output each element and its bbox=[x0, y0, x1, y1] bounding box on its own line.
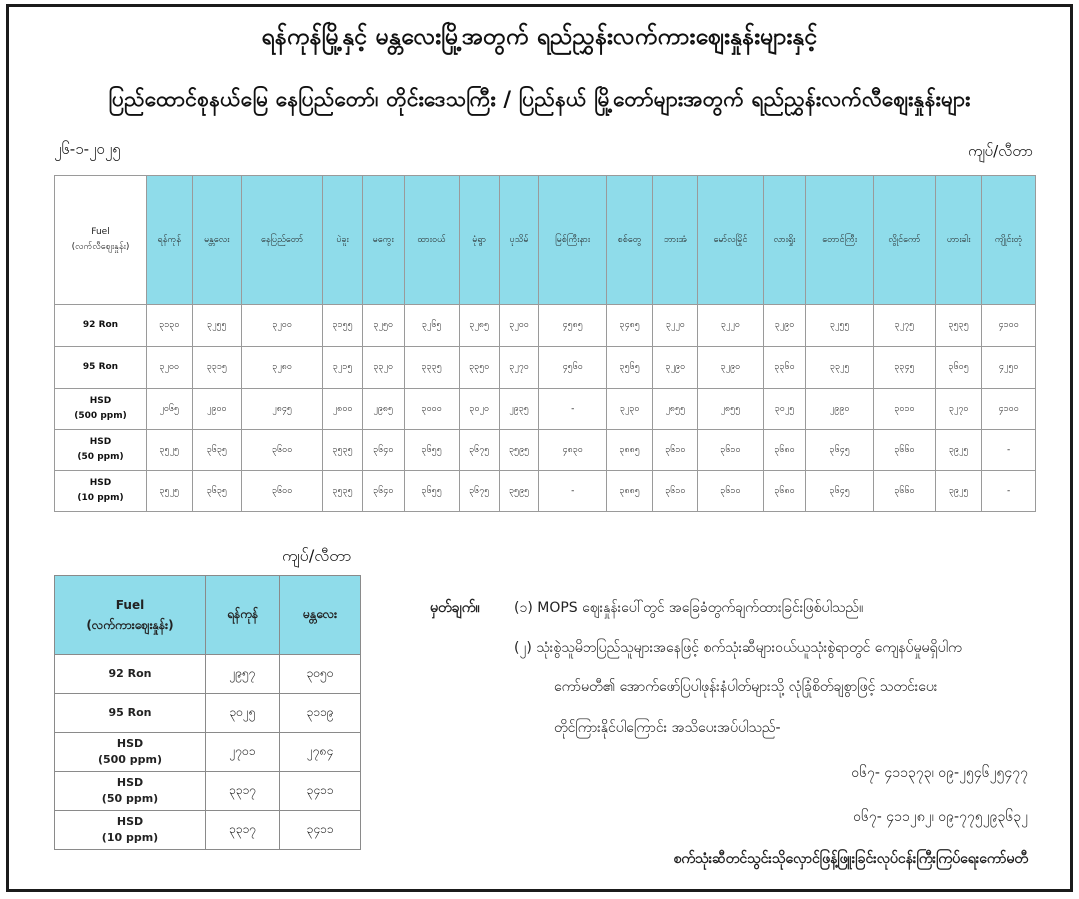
price-cell: - bbox=[539, 389, 606, 430]
price-cell: ၃၆၁၀ bbox=[698, 471, 763, 512]
date: ၂၆-၁-၂၀၂၅ bbox=[54, 140, 121, 158]
price-cell: ၃၂၅၅ bbox=[192, 305, 242, 347]
retail-fuel-header-sub: (လက်လီဈေးနှုန်း) bbox=[71, 242, 130, 252]
city-header: ဘားအံ bbox=[653, 176, 698, 305]
price-cell: ၃၂၀၀ bbox=[242, 305, 323, 347]
wholesale-row bbox=[55, 772, 361, 811]
price-cell: ၃၃၄၅ bbox=[873, 347, 935, 389]
city-header: မကွေး bbox=[363, 176, 404, 305]
price-cell: ၃၆၃၅ bbox=[192, 430, 242, 471]
city-header: မော်လမြိုင် bbox=[698, 176, 763, 305]
fuel-type-label: HSD bbox=[89, 478, 112, 488]
fuel-type-sublabel: (10 ppm) bbox=[77, 493, 124, 503]
city-header: မန္တလေး bbox=[280, 576, 361, 655]
price-cell: ၃၃၃၅ bbox=[404, 347, 459, 389]
price-cell: ၃၀၂၀ bbox=[459, 389, 499, 430]
price-cell: ၃၆၀၀ bbox=[242, 471, 323, 512]
price-cell: ၂၉၈၅ bbox=[363, 389, 404, 430]
fuel-type-cell bbox=[55, 772, 206, 811]
price-cell: ၃၆၅၅ bbox=[404, 430, 459, 471]
phone-numbers-1: ၀၆၇- ၄၁၁၃၇၃၊ ၀၉-၂၅၄၆၂၅၄၇၇ bbox=[851, 765, 1028, 781]
price-cell: ၃၆၁၀ bbox=[653, 471, 698, 512]
city-header: တောင်ကြီး bbox=[806, 176, 873, 305]
fuel-type-cell bbox=[55, 811, 206, 850]
price-cell: ၃၆၈၀ bbox=[763, 430, 806, 471]
fuel-type-sublabel: (10 ppm) bbox=[101, 831, 159, 844]
price-cell: ၃၅၉၅ bbox=[499, 430, 539, 471]
wholesale-row bbox=[55, 733, 361, 772]
price-cell: ၄၅၈၅ bbox=[539, 305, 606, 347]
price-cell: ၃၂၀၀ bbox=[499, 305, 539, 347]
price-cell: ၃၅၂၅ bbox=[147, 430, 193, 471]
wholesale-fuel-header bbox=[55, 576, 206, 655]
city-header: မန္တလေး bbox=[192, 176, 242, 305]
fuel-type-cell bbox=[55, 694, 206, 733]
fuel-type-label: HSD bbox=[89, 437, 112, 447]
price-cell: ၃၆၆၀ bbox=[873, 471, 935, 512]
fuel-type-cell bbox=[55, 430, 147, 471]
notes-label: မှတ်ချက်။ bbox=[430, 600, 480, 616]
city-header: ထားဝယ် bbox=[404, 176, 459, 305]
retail-row bbox=[55, 347, 1036, 389]
price-cell: - bbox=[539, 471, 606, 512]
price-cell: ၃၁၁၉ bbox=[280, 694, 361, 733]
phone-numbers-2: ၀၆၇- ၄၁၁၂၈၂၊ ၀၉-၇၇၅၂၉၃၆၃၂ bbox=[853, 809, 1028, 825]
price-cell: ၃၆၁၀ bbox=[653, 430, 698, 471]
price-cell: ၃၆၄၀ bbox=[363, 430, 404, 471]
price-cell: ၄၁၀၀ bbox=[982, 305, 1036, 347]
fuel-type-label: HSD bbox=[89, 396, 112, 406]
fuel-type-label: 95 Ron bbox=[82, 362, 119, 372]
fuel-type-label: HSD bbox=[116, 815, 144, 828]
price-cell: ၃၀၀၀ bbox=[404, 389, 459, 430]
price-cell: ၃၂၉၀ bbox=[653, 347, 698, 389]
title-line-1: ရန်ကုန်မြို့နှင့် မန္တလေးမြို့အတွက် ရည်ညွှန်းလက်ကားဈေးနှုန်းများနှင့် bbox=[261, 24, 818, 50]
wholesale-unit-label: ကျပ်/လီတာ bbox=[282, 546, 352, 565]
price-cell: - bbox=[982, 471, 1036, 512]
city-header: ရန်ကုန် bbox=[147, 176, 193, 305]
fuel-type-cell bbox=[55, 733, 206, 772]
price-cell: ၃၅၃၅ bbox=[936, 305, 982, 347]
price-cell: ၃၂၂၀ bbox=[698, 305, 763, 347]
price-cell: ၃၅၃၅ bbox=[323, 430, 363, 471]
retail-header-row bbox=[55, 176, 1036, 305]
fuel-type-sublabel: (50 ppm) bbox=[77, 452, 124, 462]
fuel-type-cell bbox=[55, 655, 206, 694]
price-cell: ၃၂၂၀ bbox=[653, 305, 698, 347]
price-cell: ၃၆၀၅ bbox=[936, 347, 982, 389]
price-cell: ၃၁၃၀ bbox=[147, 305, 193, 347]
retail-row bbox=[55, 305, 1036, 347]
price-cell: ၂၉၅၇ bbox=[206, 655, 280, 694]
price-cell: ၃၀၂၅ bbox=[763, 389, 806, 430]
price-cell: ၃၃၁၇ bbox=[206, 811, 280, 850]
price-cell: ၂၀၆၅ bbox=[147, 389, 193, 430]
retail-row bbox=[55, 430, 1036, 471]
fuel-type-cell bbox=[55, 471, 147, 512]
wholesale-price-table bbox=[54, 575, 361, 850]
price-cell: ၃၆၄၅ bbox=[806, 430, 873, 471]
price-cell: ၃၂၇၅ bbox=[873, 305, 935, 347]
price-cell: ၃၆၅၅ bbox=[404, 471, 459, 512]
wholesale-row bbox=[55, 655, 361, 694]
price-cell: ၃၅၂၅ bbox=[147, 471, 193, 512]
note-2-line-2: ကော်မတီ၏ အောက်ဖော်ပြပါဖုန်းနံပါတ်များသို့ လုံခြုံစိတ်ချစွာဖြင့် သတင်းပေး bbox=[554, 679, 938, 695]
city-header: လားရှိုး bbox=[763, 176, 806, 305]
price-cell: ၃၆၄၅ bbox=[806, 471, 873, 512]
price-cell: ၃၆၁၀ bbox=[698, 430, 763, 471]
price-cell: ၃၆၄၀ bbox=[363, 471, 404, 512]
fuel-type-sublabel: (50 ppm) bbox=[101, 792, 159, 805]
price-cell: ၃၂၅၀ bbox=[363, 305, 404, 347]
price-cell: ၃၆၇၅ bbox=[459, 430, 499, 471]
price-cell: ၃၂၉၀ bbox=[698, 347, 763, 389]
price-cell: ၃၉၂၅ bbox=[936, 471, 982, 512]
price-cell: ၄၅၆၀ bbox=[539, 347, 606, 389]
city-header: နေပြည်တော် bbox=[242, 176, 323, 305]
price-cell: ၃၂၁၅ bbox=[323, 347, 363, 389]
city-header: မြစ်ကြီးနား bbox=[539, 176, 606, 305]
fuel-type-label: 92 Ron bbox=[82, 320, 119, 330]
city-header: ပဲခူး bbox=[323, 176, 363, 305]
price-cell: ၃၂၈၀ bbox=[242, 347, 323, 389]
fuel-type-cell bbox=[55, 389, 147, 430]
fuel-type-label: HSD bbox=[116, 737, 144, 750]
price-cell: ၂၈၄၅ bbox=[242, 389, 323, 430]
price-cell: ၃၀၂၅ bbox=[206, 694, 280, 733]
retail-row bbox=[55, 471, 1036, 512]
city-header: ဟားခါး bbox=[936, 176, 982, 305]
price-cell: ၃၈၈၅ bbox=[606, 471, 652, 512]
city-header: လွိုင်ကော် bbox=[873, 176, 935, 305]
price-cell: ၃၀၁၀ bbox=[873, 389, 935, 430]
wholesale-row bbox=[55, 811, 361, 850]
city-header: ကျိုင်းတုံ bbox=[982, 176, 1036, 305]
price-cell: ၄၈၃၀ bbox=[539, 430, 606, 471]
price-cell: ၃၆၃၅ bbox=[192, 471, 242, 512]
price-cell: ၃၀၅၀ bbox=[280, 655, 361, 694]
price-cell: ၃၂၉၀ bbox=[763, 305, 806, 347]
price-cell: ၂၉၀၀ bbox=[192, 389, 242, 430]
price-cell: ၂၇၈၄ bbox=[280, 733, 361, 772]
price-cell: ၃၅၆၅ bbox=[606, 347, 652, 389]
price-cell: ၂၉၉၀ bbox=[806, 389, 873, 430]
price-cell: ၂၈၅၅ bbox=[698, 389, 763, 430]
fuel-type-sublabel: (500 ppm) bbox=[97, 753, 163, 766]
fuel-type-sublabel: (500 ppm) bbox=[74, 411, 127, 421]
price-cell: ၃၆၀၀ bbox=[242, 430, 323, 471]
price-cell: ၃၃၆၀ bbox=[763, 347, 806, 389]
price-cell: ၄၂၅၀ bbox=[982, 347, 1036, 389]
price-cell: ၃၄၁၁ bbox=[280, 772, 361, 811]
price-cell: ၃၂၇၀ bbox=[936, 389, 982, 430]
price-cell: ၃၂၇၀ bbox=[499, 347, 539, 389]
price-cell: ၃၅၃၅ bbox=[323, 471, 363, 512]
fuel-type-label: 95 Ron bbox=[108, 706, 152, 719]
price-cell: ၃၂၈၅ bbox=[459, 305, 499, 347]
fuel-type-label: HSD bbox=[116, 776, 144, 789]
price-cell: ၂၉၃၅ bbox=[499, 389, 539, 430]
committee-name: စက်သုံးဆီတင်သွင်းသိုလှောင်ဖြန့်ဖြူးခြင်းလုပ်ငန်းကြီးကြပ်ရေးကော်မတီ bbox=[673, 851, 1028, 867]
price-cell: ၃၂၀၀ bbox=[147, 347, 193, 389]
price-cell: ၂၈၅၅ bbox=[653, 389, 698, 430]
price-cell: ၃၃၂၅ bbox=[806, 347, 873, 389]
price-cell: ၃၆၆၀ bbox=[873, 430, 935, 471]
unit-label: ကျပ်/လီတာ bbox=[967, 142, 1033, 160]
price-cell: ၃၃၁၇ bbox=[206, 772, 280, 811]
price-cell: ၃၉၂၅ bbox=[936, 430, 982, 471]
wholesale-fuel-header-sub: (လက်ကားဈေးနှုန်း) bbox=[86, 618, 174, 632]
note-1: (၁) MOPS ဈေးနှုန်းပေါ်တွင် အခြေခံတွက်ချက်ထားခြင်းဖြစ်ပါသည်။ bbox=[514, 600, 864, 616]
note-2-line-3: တိုင်ကြားနိုင်ပါကြောင်း အသိပေးအပ်ပါသည်- bbox=[554, 720, 781, 736]
price-cell: ၃၃၅၀ bbox=[459, 347, 499, 389]
note-2-line-1: (၂) သုံးစွဲသူမိဘပြည်သူများအနေဖြင့် စက်သုံးဆီများဝယ်ယူသုံးစွဲရာတွင် ကျေနပ်မှုမရှိပါက bbox=[514, 640, 962, 656]
retail-fuel-header-label: Fuel bbox=[91, 227, 110, 237]
price-cell: ၃၆၈၀ bbox=[763, 471, 806, 512]
fuel-type-label: 92 Ron bbox=[108, 667, 152, 680]
retail-row bbox=[55, 389, 1036, 430]
price-cell: ၃၁၅၅ bbox=[323, 305, 363, 347]
wholesale-row bbox=[55, 694, 361, 733]
fuel-type-cell bbox=[55, 305, 147, 347]
price-cell: ၃၂၆၅ bbox=[404, 305, 459, 347]
price-cell: ၃၄၁၁ bbox=[280, 811, 361, 850]
price-cell: ၂၈၀၀ bbox=[323, 389, 363, 430]
price-cell: ၃၄၈၅ bbox=[606, 305, 652, 347]
price-cell: ၄၁၀၀ bbox=[982, 389, 1036, 430]
price-cell: ၃၃၁၅ bbox=[192, 347, 242, 389]
price-cell: ၃၃၂၀ bbox=[363, 347, 404, 389]
retail-fuel-header bbox=[55, 176, 147, 305]
retail-price-table bbox=[54, 175, 1036, 512]
city-header: စစ်တွေ bbox=[606, 176, 652, 305]
city-header: ပုသိမ် bbox=[499, 176, 539, 305]
price-cell: - bbox=[982, 430, 1036, 471]
city-header: ရန်ကုန် bbox=[206, 576, 280, 655]
city-header: မုံရွာ bbox=[459, 176, 499, 305]
wholesale-fuel-header-label: Fuel bbox=[115, 598, 145, 612]
price-cell: ၃၈၈၅ bbox=[606, 430, 652, 471]
price-cell: ၃၂၅၅ bbox=[806, 305, 873, 347]
price-cell: ၃၅၉၅ bbox=[499, 471, 539, 512]
price-cell: ၃၆၇၅ bbox=[459, 471, 499, 512]
price-cell: ၃၂၃၀ bbox=[606, 389, 652, 430]
price-cell: ၂၇၀၁ bbox=[206, 733, 280, 772]
title-line-2: ပြည်ထောင်စုနယ်မြေ နေပြည်တော်၊ တိုင်းဒေသကြီး / ပြည်နယ် မြို့တော်များအတွက် ရည်ညွှန်းလက်လီဈေးနှုန်းများ bbox=[108, 87, 971, 111]
fuel-type-cell bbox=[55, 347, 147, 389]
wholesale-header-row bbox=[55, 576, 361, 655]
